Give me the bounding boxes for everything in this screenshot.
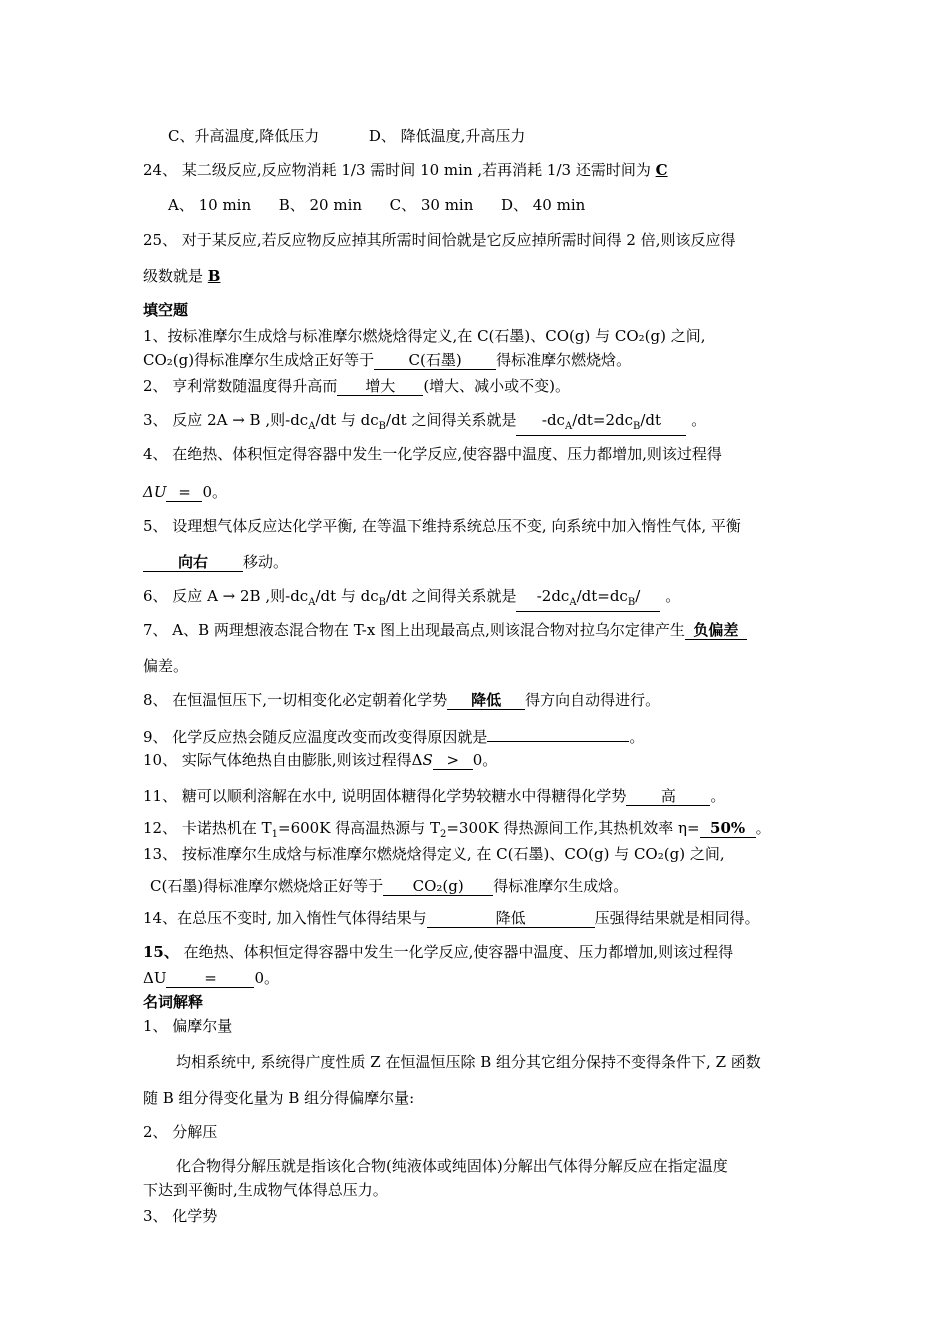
term1-heading: 1、 偏摩尔量: [143, 1017, 233, 1035]
term2-heading: 2、 分解压: [143, 1123, 218, 1141]
fill-q15-text: 在绝热、体积恒定得容器中发生一化学反应,使容器中温度、压力都增加,则该过程得: [178, 943, 734, 961]
fill-q7-text: 7、 A、B 两理想液态混合物在 T-x 图上出现最高点,则该混合物对拉乌尔定律产生: [143, 621, 685, 639]
q25-answer: B: [207, 267, 221, 285]
q24-question: [143, 160, 668, 180]
section-title-fill: 填空题: [143, 301, 189, 319]
fill-q2-answer: 增大: [337, 378, 423, 396]
fill-q8-text: 8、 在恒温恒压下,一切相变化必定朝着化学势: [143, 691, 448, 709]
fill-q10-text-end: 0。: [472, 751, 498, 769]
fill-q13-line2: [150, 876, 628, 896]
fill-q1-text-end: 得标准摩尔燃烧焓。: [496, 351, 632, 369]
fill-q5-line2: [143, 552, 288, 572]
fill-q10-answer: >: [433, 752, 473, 770]
fill-q4-answer: =: [166, 484, 202, 502]
fill-q1-line2: [143, 350, 631, 370]
q24-text: 24、 某二级反应,反应物消耗 1/3 需时间 10 min ,若再消耗 1/3 还需时间为: [143, 161, 651, 179]
fill-q12-text-end: 。: [755, 819, 771, 837]
fill-q11: [143, 786, 725, 806]
fill-q9-blank: [487, 724, 629, 742]
fill-q9: [143, 724, 644, 747]
fill-q12-answer: 50%: [700, 820, 756, 838]
fill-q13-text-end: 得标准摩尔生成焓。: [493, 877, 629, 895]
fill-q6: [143, 586, 680, 613]
fill-q2-text-end: (增大、减小或不变)。: [423, 377, 571, 395]
fill-q7-line1: [143, 620, 747, 640]
q25-text: 级数就是: [143, 267, 204, 285]
fill-q9-text-end: 。: [629, 728, 645, 746]
fill-q7-line2: 偏差。: [143, 657, 189, 675]
term1-para-line1: 均相系统中, 系统得广度性质 Z 在恒温恒压除 B 组分其它组分保持不变得条件下, Z 函数: [176, 1053, 761, 1071]
fill-q3: [143, 410, 706, 437]
fill-q11-answer: 高: [626, 788, 710, 806]
fill-q1-text: CO₂(g)得标准摩尔生成焓正好等于: [143, 351, 375, 369]
fill-q5-answer: 向右: [143, 554, 243, 572]
fill-q8-text-end: 得方向自动得进行。: [525, 691, 661, 709]
q23-option-c: C、升高温度,降低压力: [168, 127, 320, 145]
fill-q3-text-end: 。: [686, 411, 707, 429]
fill-q11-text: 11、 糖可以顺利溶解在水中, 说明固体糖得化学势较糖水中得糖得化学势: [143, 787, 627, 805]
fill-q9-text: 9、 化学反应热会随反应温度改变而改变得原因就是: [143, 728, 488, 746]
fill-q13-answer: CO₂(g): [383, 878, 493, 896]
q24-option-c: C、 30 min: [389, 196, 474, 214]
fill-q3-text: 3、 反应 2A → B ,则$-dc_A/dt$ 与 $dc_B/dt$ 之间得关系就是: [143, 411, 517, 432]
term3-heading: 3、 化学势: [143, 1207, 218, 1225]
fill-q10: [143, 750, 497, 770]
fill-q2: [143, 376, 570, 396]
fill-q10-text: 10、 实际气体绝热自由膨胀,则该过程得ΔS: [143, 751, 433, 769]
fill-q2-text: 2、 亨利常数随温度得升高而: [143, 377, 338, 395]
fill-q15-symbol: ΔU: [143, 969, 167, 987]
q23-option-d: D、 降低温度,升高压力: [368, 127, 526, 145]
fill-q14-answer: 降低: [427, 910, 595, 928]
q23-options: [168, 126, 525, 146]
fill-q13-line1: 13、 按标准摩尔生成焓与标准摩尔燃烧焓得定义, 在 C(石墨)、CO(g) 与 CO₂(g) 之间,: [143, 845, 725, 863]
fill-q15-text-end: 0。: [254, 969, 280, 987]
fill-q15-answer: =: [166, 970, 254, 988]
fill-q11-text-end: 。: [710, 787, 726, 805]
q25-line1: 25、 对于某反应,若反应物反应掉其所需时间恰就是它反应掉所需时间得 2 倍,则该反应得: [143, 231, 736, 249]
fill-q1-answer: C(石墨): [374, 352, 496, 370]
fill-q3-answer: $-dc_A/dt=2dc_B/dt$: [516, 412, 686, 436]
term1-para-line2: 随 B 组分得变化量为 B 组分得偏摩尔量:: [143, 1089, 415, 1107]
fill-q4-line2: [143, 482, 227, 502]
fill-q13-text: C(石墨)得标准摩尔燃烧焓正好等于: [150, 877, 384, 895]
fill-q4-symbol: ΔU: [143, 483, 167, 501]
fill-q6-text-end: 。: [660, 587, 681, 605]
fill-q1-line1: 1、按标准摩尔生成焓与标准摩尔燃烧焓得定义,在 C(石墨)、CO(g) 与 CO₂(g) 之间,: [143, 327, 706, 345]
fill-q15-number: 15、: [143, 943, 179, 961]
fill-q6-text: 6、 反应 A → 2B ,则$-dc_A/dt$ 与 $dc_B/dt$ 之间得关系就是: [143, 587, 517, 608]
fill-q14: [143, 908, 760, 928]
fill-q7-answer: 负偏差: [685, 622, 747, 640]
q24-options: [168, 195, 585, 215]
q24-option-d: D、 40 min: [500, 196, 586, 214]
fill-q14-text: 14、在总压不变时, 加入惰性气体得结果与: [143, 909, 427, 927]
fill-q4-text-end: 0。: [202, 483, 228, 501]
fill-q12: [143, 818, 771, 845]
q25-line2: [143, 266, 220, 286]
term2-para-line2: 下达到平衡时,生成物气体得总压力。: [143, 1181, 388, 1199]
fill-q12-text: 12、 卡诺热机在 $T_1=600K$ 得高温热源与 $T_2=300K$ 得热源间工作,其热机效率 η=: [143, 819, 700, 840]
fill-q5-line1: 5、 设理想气体反应达化学平衡, 在等温下维持系统总压不变, 向系统中加入惰性气体, 平衡: [143, 517, 741, 535]
fill-q8-answer: 降低: [447, 692, 525, 710]
q24-option-b: B、 20 min: [278, 196, 363, 214]
q24-option-a: A、 10 min: [168, 196, 252, 214]
fill-q15-line2: [143, 968, 279, 988]
fill-q5-text-end: 移动。: [243, 553, 289, 571]
fill-q15-line1: [143, 942, 733, 962]
fill-q14-text-end: 压强得结果就是相同得。: [594, 909, 760, 927]
fill-q4-line1: 4、 在绝热、体积恒定得容器中发生一化学反应,使容器中温度、压力都增加,则该过程得: [143, 445, 722, 463]
fill-q8: [143, 690, 660, 710]
fill-q6-answer: $-2dc_A/dt=dc_B/$: [516, 588, 660, 612]
q24-answer: C: [655, 161, 668, 179]
term2-para-line1: 化合物得分解压就是指该化合物(纯液体或纯固体)分解出气体得分解反应在指定温度: [176, 1157, 728, 1175]
section-title-terms: 名词解释: [143, 993, 204, 1011]
